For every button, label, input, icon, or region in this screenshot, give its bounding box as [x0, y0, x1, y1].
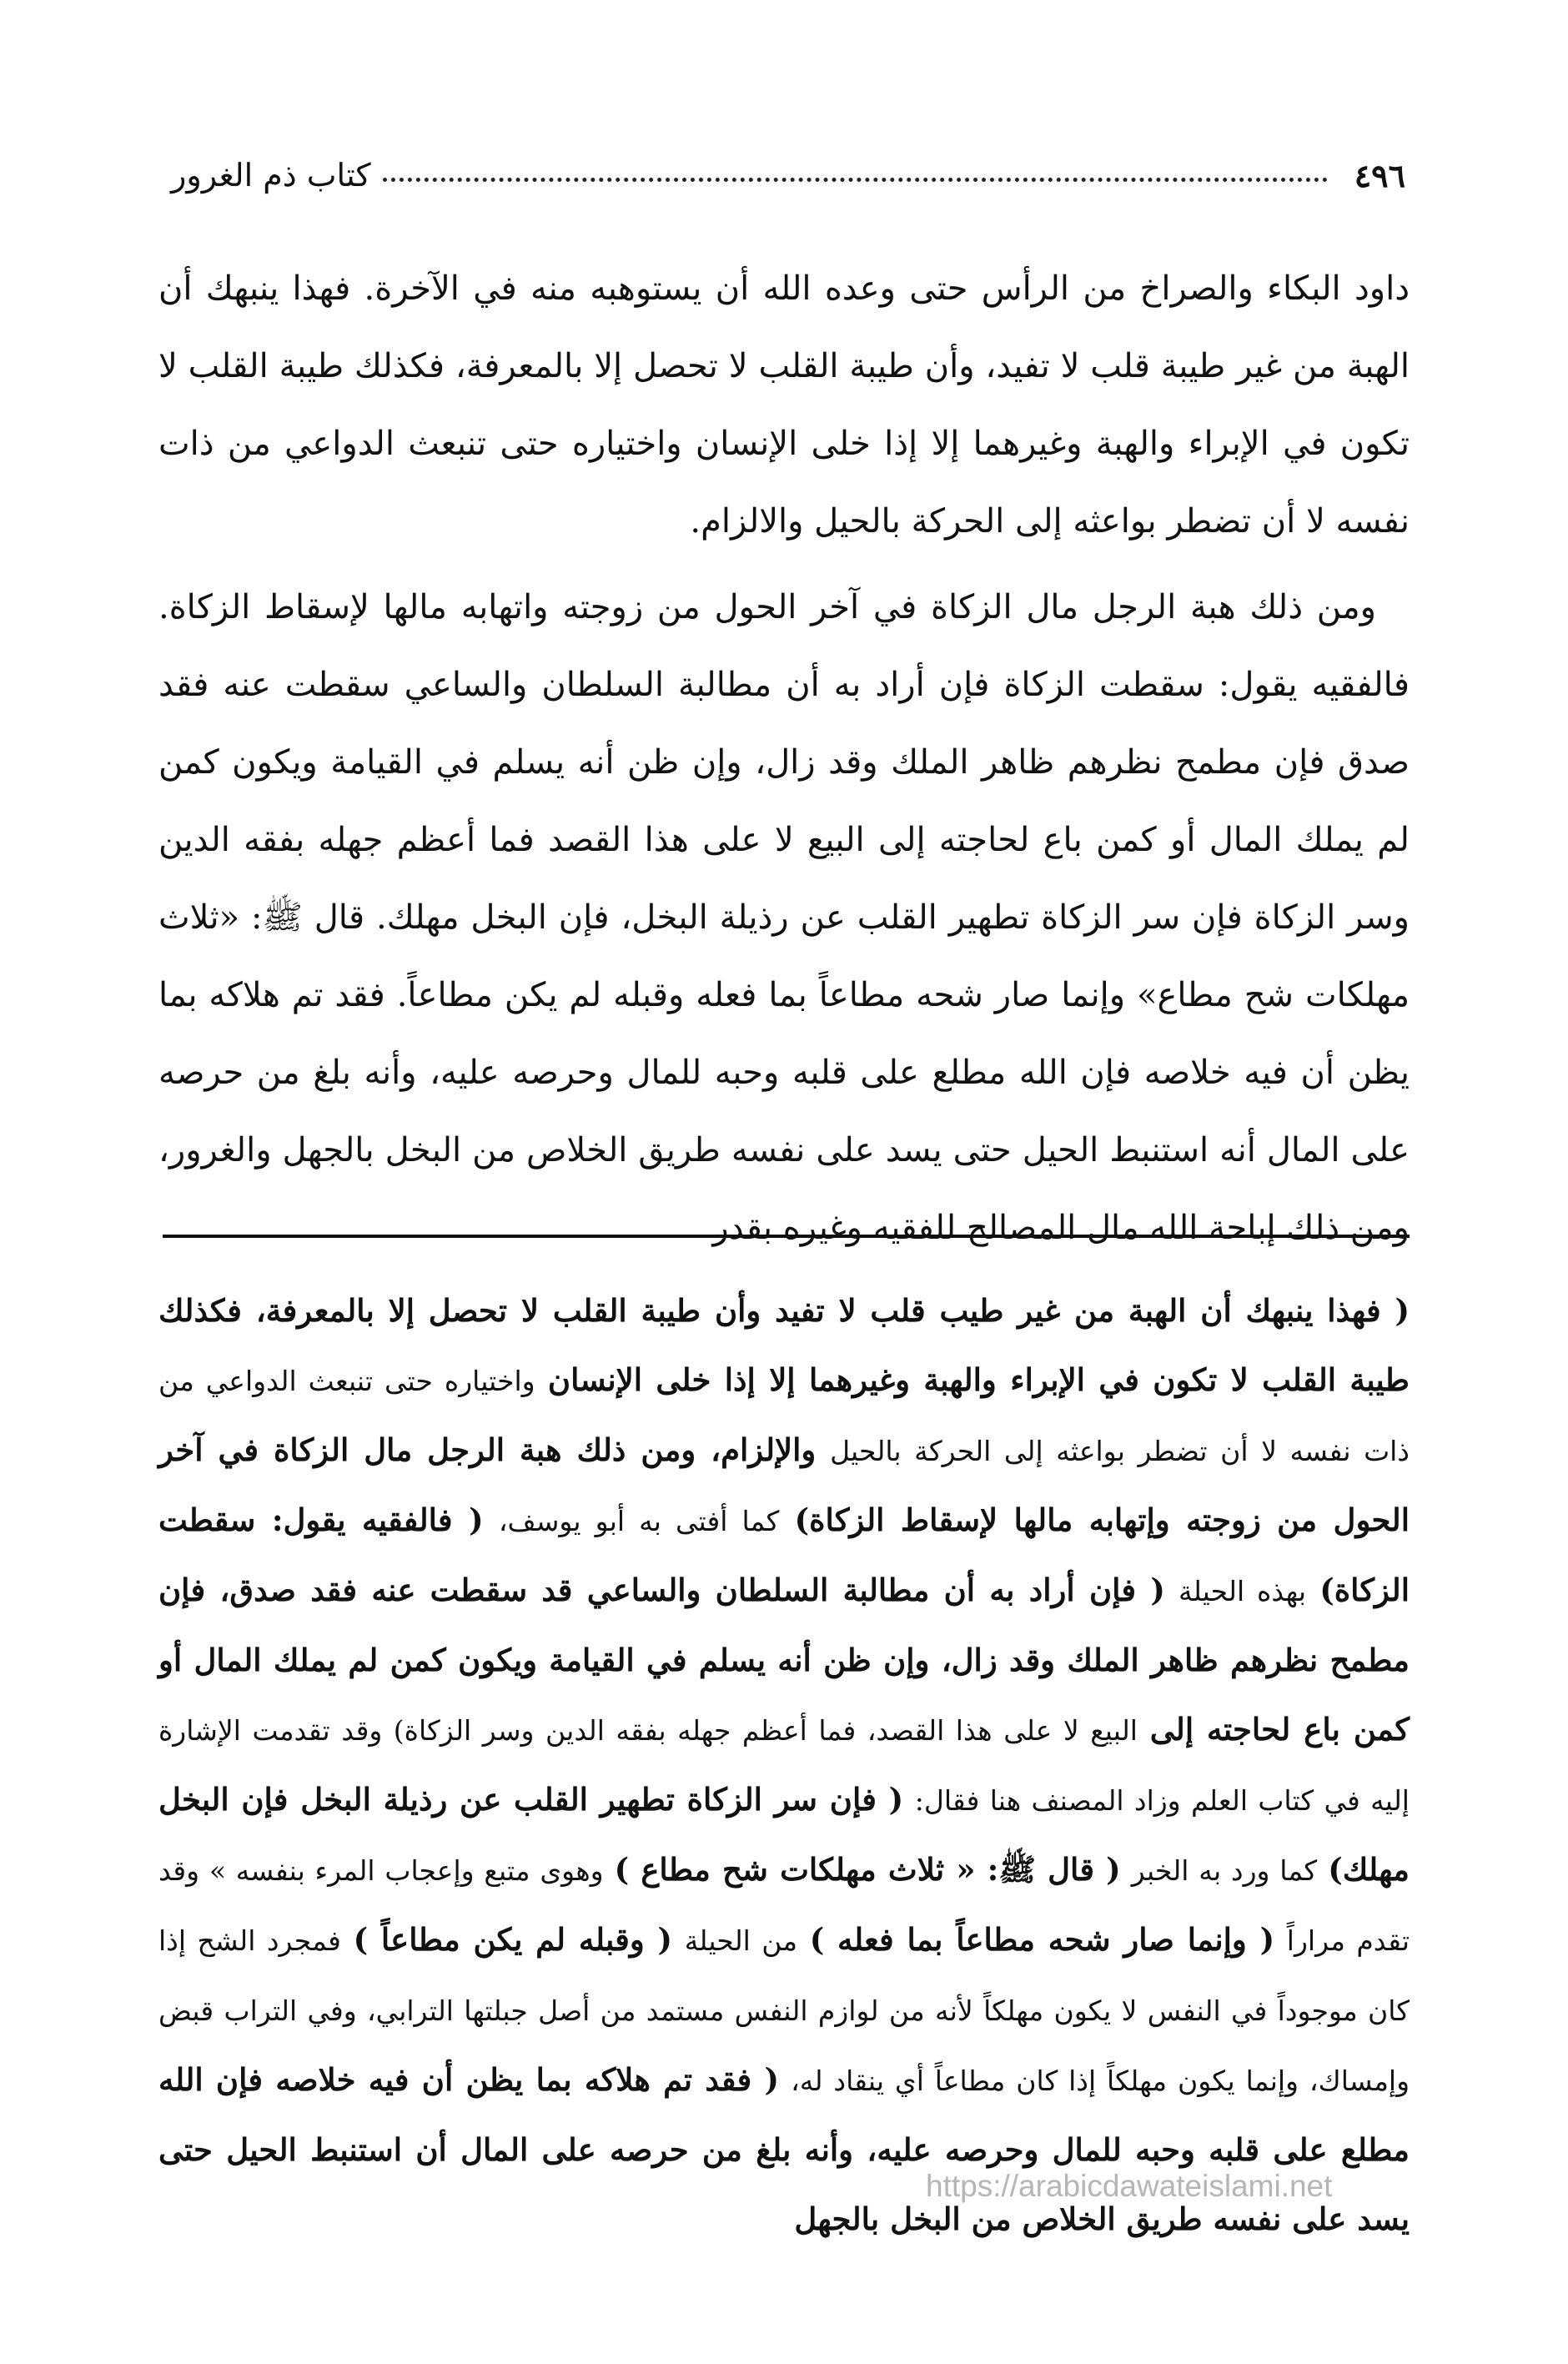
commentary-quote: ( فإن أراد به أن مطالبة السلطان والساعي قد سقطت عنه فقد صدق، فإن مطمح نظرهم ظاهر الملك وقد زال، وإن ظن أنه يسلم في القيامة ويكون كمن لم يملك المال أو كمن باع لحاجته إلى: [158, 1572, 1410, 1748]
commentary-explanation: واختياره حتى تنبعث الدواعي من ذات نفسه لا أن تضطر بواعثه إلى الحركة بالحيل: [158, 1365, 1410, 1467]
commentary-quote: ( فالفقيه يقول: سقطت الزكاة): [158, 1501, 1410, 1608]
commentary-explanation: البيع لا على هذا القصد، فما أعظم جهله بفقه الدين وسر الزكاة) وقد تقدمت الإشارة إليه في كتاب العلم وزاد المصنف هنا فقال:: [158, 1714, 1410, 1817]
commentary-explanation: وهوى متبع وإعجاب المرء بنفسه » وقد تقدم مراراً: [158, 1854, 1410, 1957]
commentary-explanation: كما ورد به الخبر: [1131, 1854, 1318, 1887]
commentary-quote: ( قال ﷺ: « ثلاث مهلكات شح مطاع ): [614, 1851, 1121, 1888]
header-dot-leader: [383, 178, 1328, 182]
commentary-quote: والإلزام، ومن ذلك هبة الرجل مال الزكاة في آخر الحول من زوجته وإتهابه مالها لإسقاط الزكاة): [158, 1431, 1410, 1538]
commentary-quote: ( فهذا ينبهك أن الهبة من غير طيب قلب لا تفيد وأن طيبة القلب لا تحصل إلا بالمعرفة، فكذلك طيبة القلب لا تكون في الإبراء والهبة وغيرهما إلا إذا خلى الإنسان: [158, 1292, 1410, 1398]
commentary-quote: ( وإنما صار شحه مطاعاً بما فعله ): [809, 1921, 1275, 1958]
main-paragraph-1: داود البكاء والصراخ من الرأس حتى وعده الله أن يستوهبه منه في الآخرة. فهذا ينبهك أن الهبة من غير طيبة قلب لا تفيد، وأن طيبة القلب لا تحصل إلا بالمعرفة، فكذلك طيبة القلب لا تكون في الإبراء والهبة وغيرهما إلا إذا خلى الإنسان واختياره حتى تنبعث الدواعي من ذات نفسه لا أن تضطر بواعثه إلى الحركة بالحيل والالزام.: [158, 269, 1410, 541]
commentary-quote: ( وقبله لم يكن مطاعاً ): [353, 1921, 673, 1958]
commentary-explanation: كما أفتى به أبو يوسف،: [498, 1505, 780, 1537]
page-number: ٤٩٦: [1354, 156, 1405, 194]
commentary-paragraph: [158, 1276, 1410, 2254]
website-watermark: https://arabicdawateislami.net: [926, 2169, 1333, 2203]
book-title: كتاب ذم الغرور: [171, 157, 371, 194]
commentary-quote: ( فقد تم هلاكه بما يظن أن فيه خلاصه فإن الله مطلع على قلبه وحبه للمال وحرصه عليه، وأنه بلغ من حرصه على المال أن استنبط الحيل حتى يسد على نفسه طريق الخلاص من البخل بالجهل: [158, 2061, 1410, 2237]
commentary-quote: ( فإن سر الزكاة تطهير القلب عن رذيلة البخل فإن البخل مهلك): [158, 1781, 1410, 1888]
commentary-explanation: بهذه الحيلة: [1179, 1575, 1307, 1607]
commentary-explanation: فمجرد الشح إذا كان موجوداً في النفس لا يكون مهلكاً لأنه من لوازم النفس مستمد من أصل جبلتها الترابي، وفي التراب قبض وإمساك، وإنما يكون مهلكاً إذا كان مطاعاً أي ينقاد له،: [158, 1924, 1410, 2097]
commentary-explanation: من الحيلة: [684, 1924, 798, 1957]
running-header: [171, 142, 1405, 209]
main-paragraph-2: ومن ذلك هبة الرجل مال الزكاة في آخر الحول من زوجته واتهابه مالها لإسقاط الزكاة. فالفقيه يقول: سقطت الزكاة فإن أراد به أن مطالبة السلطان والساعي سقطت عنه فقد صدق فإن مطمح نظرهم ظاهر الملك وقد زال، وإن ظن أنه يسلم في القيامة ويكون كمن لم يملك المال أو كمن باع لحاجته إلى البيع لا على هذا القصد فما أعظم جهله بفقه الدين وسر الزكاة فإن سر الزكاة تطهير القلب عن رذيلة البخل، فإن البخل مهلك. قال ﷺ: «ثلاث مهلكات شح مطاع» وإنما صار شحه مطاعاً بما فعله وقبله لم يكن مطاعاً. فقد تم هلاكه بما يظن أن فيه خلاصه فإن الله مطلع على قلبه وحبه للمال وحرصه عليه، وأنه بلغ من حرصه على المال أنه استنبط الحيل حتى يسد على نفسه طريق الخلاص من البخل بالجهل والغرور، ومن ذلك إباحة الله مال المصالح للفقيه وغيره بقدر: [158, 588, 1410, 1247]
main-body-text: [158, 250, 1410, 1267]
footnote-separator-line: [163, 1235, 1410, 1238]
commentary-section: [158, 1276, 1410, 2254]
